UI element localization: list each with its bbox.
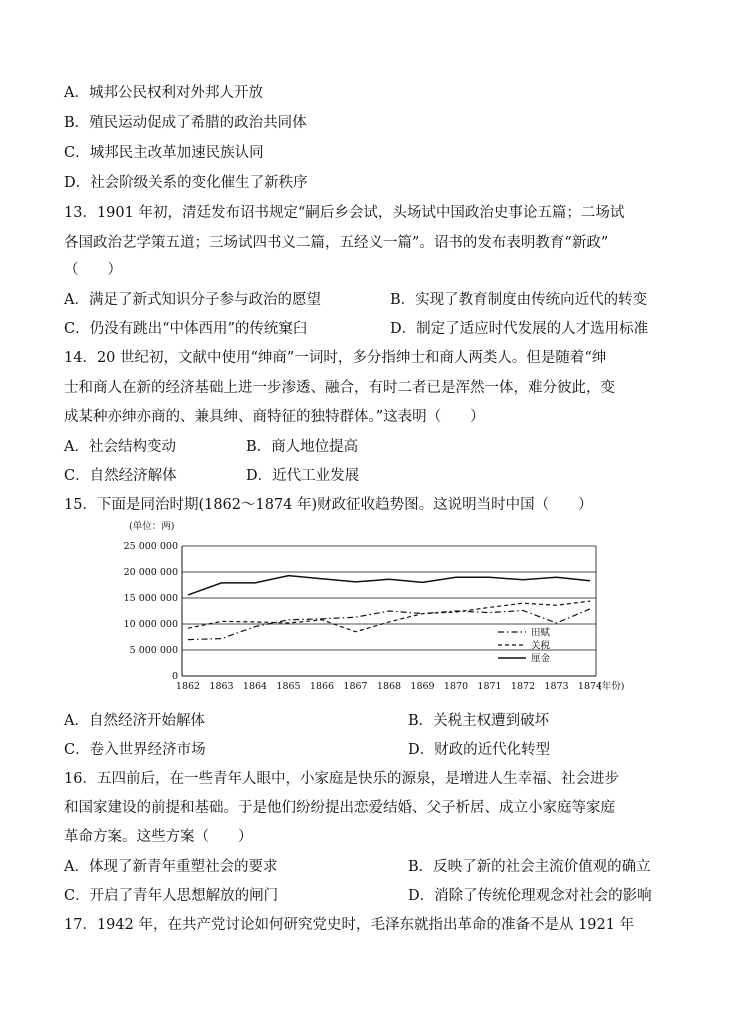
q12-option-d: D．社会阶级关系的变化催生了新秩序 bbox=[64, 175, 308, 191]
chart-unit-label: (单位：两) bbox=[129, 521, 175, 532]
x-tick-label: 1864 bbox=[242, 681, 268, 692]
q15-stem: 15．下面是同治时期(1862～1874 年)财政征收趋势图。这说明当时中国（ ） bbox=[64, 497, 593, 513]
q14-stem-line1: 14．20 世纪初，文献中使用“绅商”一词时，多分指绅士和商人两类人。但是随着“绅 bbox=[64, 350, 607, 366]
revenue-trend-chart bbox=[123, 516, 625, 694]
q14-stem-line2: 士和商人在新的经济基础上进一步渗透、融合，有时二者已是浑然一体，难分彼此，变 bbox=[64, 380, 615, 396]
q16-stem-line1: 16．五四前后，在一些青年人眼中，小家庭是快乐的源泉，是增进人生幸福、社会进步 bbox=[64, 771, 619, 787]
q16-option-d: D．消除了传统伦理观念对社会的影响 bbox=[408, 888, 652, 904]
q16-option-a: A．体现了新青年重塑社会的要求 bbox=[64, 859, 278, 875]
x-tick-label: 1871 bbox=[477, 681, 502, 692]
q15-option-c: C．卷入世界经济市场 bbox=[64, 742, 206, 758]
q13-option-b: B．实现了教育制度由传统向近代的转变 bbox=[390, 292, 648, 308]
q15-option-a: A．自然经济开始解体 bbox=[64, 713, 205, 729]
chart-svg bbox=[123, 516, 625, 694]
y-tick-label: 25 000 000 bbox=[123, 541, 178, 552]
x-tick-label: 1870 bbox=[443, 681, 469, 692]
q14-option-b: B．商人地位提高 bbox=[246, 439, 359, 455]
q13-stem-line2: 各国政治艺学策五道；三场试四书义二篇，五经义一篇”。诏书的发布表明教育“新政” bbox=[64, 235, 609, 251]
legend-label: 厘金 bbox=[531, 653, 551, 665]
q14-stem-line3: 成某种亦绅亦商的、兼具绅、商特征的独特群体。”这表明（ ） bbox=[64, 409, 485, 425]
x-tick-label: 1865 bbox=[276, 681, 301, 692]
legend-label: 田赋 bbox=[531, 627, 551, 639]
y-tick-label: 15 000 000 bbox=[123, 593, 178, 604]
q13-answer-blank: （ ） bbox=[64, 262, 122, 278]
q16-option-c: C．开启了青年人思想解放的闸门 bbox=[64, 888, 279, 904]
q17-stem-line1: 17．1942 年，在共产党讨论如何研究党史时，毛泽东就指出革命的准备不是从 1921 年 bbox=[64, 917, 635, 933]
q14-option-a: A．社会结构变动 bbox=[64, 439, 176, 455]
x-tick-label: 1868 bbox=[376, 681, 402, 692]
q15-option-b: B．关税主权遭到破坏 bbox=[408, 713, 550, 729]
x-tick-label: 1867 bbox=[343, 681, 368, 692]
q14-option-d: D．近代工业发展 bbox=[246, 468, 360, 484]
chart-legend bbox=[498, 627, 551, 665]
y-tick-label: 10 000 000 bbox=[123, 619, 178, 630]
series-line bbox=[188, 576, 590, 595]
q12-option-b: B．殖民运动促成了希腊的政治共同体 bbox=[64, 115, 307, 131]
x-tick-label: 1874 bbox=[577, 681, 603, 692]
x-tick-label: 1866 bbox=[309, 681, 335, 692]
q16-stem-line3: 革命方案。这些方案（ ） bbox=[64, 829, 253, 845]
chart-y-axis bbox=[124, 541, 178, 682]
x-tick-label: 1869 bbox=[410, 681, 435, 692]
q13-stem-line1: 13．1901 年初，清廷发布诏书规定“嗣后乡会试，头场试中国政治史事论五篇；二场试 bbox=[64, 205, 625, 221]
y-tick-label: 5 000 000 bbox=[129, 645, 178, 656]
q12-option-c: C．城邦民主改革加速民族认同 bbox=[64, 145, 264, 161]
x-tick-label: 1862 bbox=[175, 681, 201, 692]
x-tick-label: 1872 bbox=[510, 681, 536, 692]
y-tick-label: 0 bbox=[171, 671, 178, 682]
legend-label: 关税 bbox=[531, 640, 551, 652]
x-tick-label: 1873 bbox=[544, 681, 569, 692]
x-tick-label: 1863 bbox=[209, 681, 234, 692]
chart-x-axis bbox=[176, 680, 625, 692]
q13-option-c: C．仍没有跳出“中体西用”的传统窠臼 bbox=[64, 321, 308, 337]
y-tick-label: 20 000 000 bbox=[123, 567, 178, 578]
q13-option-d: D．制定了适应时代发展的人才选用标准 bbox=[390, 321, 649, 337]
chart-series bbox=[188, 576, 590, 640]
x-axis-label: (年份) bbox=[598, 681, 625, 692]
q16-option-b: B．反映了新的社会主流价值观的确立 bbox=[408, 859, 651, 875]
series-line bbox=[188, 601, 590, 632]
q14-option-c: C．自然经济解体 bbox=[64, 468, 177, 484]
q13-option-a: A．满足了新式知识分子参与政治的愿望 bbox=[64, 292, 321, 308]
q15-option-d: D．财政的近代化转型 bbox=[408, 742, 551, 758]
q16-stem-line2: 和国家建设的前提和基础。于是他们纷纷提出恋爱结婚、父子析居、成立小家庭等家庭 bbox=[64, 800, 615, 816]
q12-option-a: A．城邦公民权利对外邦人开放 bbox=[64, 85, 263, 101]
